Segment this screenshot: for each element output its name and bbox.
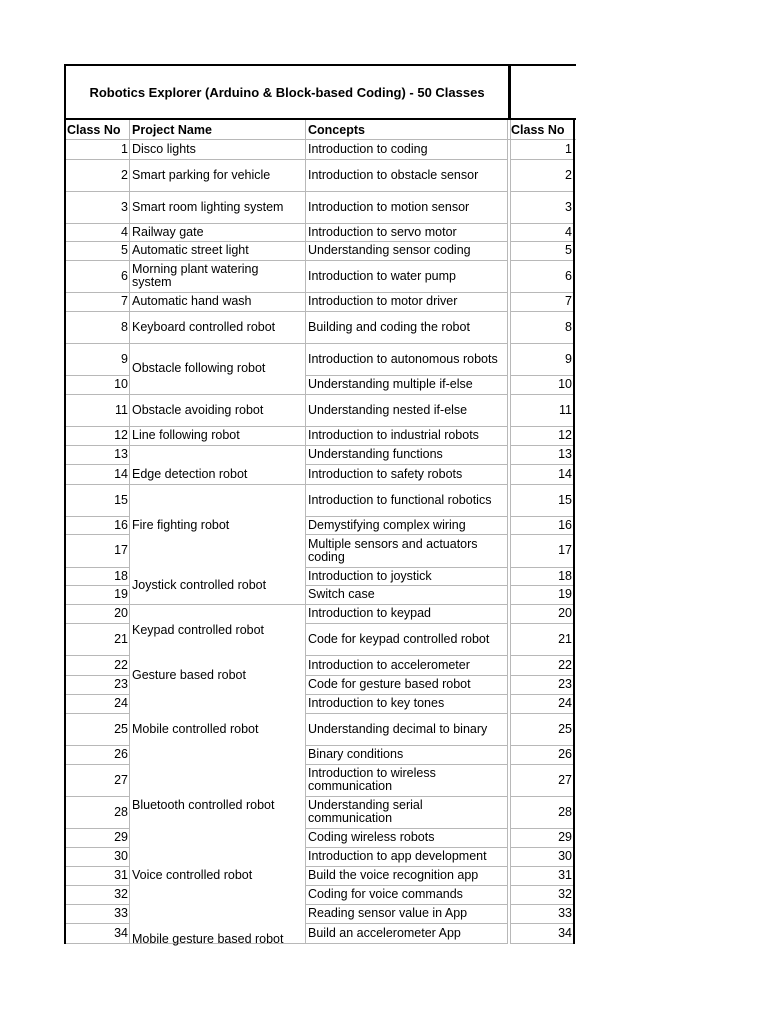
class-no-cell: 9 <box>121 352 128 366</box>
row-divider <box>66 159 129 160</box>
concept-cell: Code for keypad controlled robot <box>308 632 490 646</box>
row-divider <box>66 828 129 829</box>
row-divider <box>66 464 129 465</box>
merged-project-name-cell: Mobile gesture based robot <box>132 932 284 946</box>
row-divider <box>306 866 507 867</box>
project-name-cell: Smart parking for vehicle <box>132 168 271 182</box>
row-divider <box>306 292 507 293</box>
row-divider <box>306 445 507 446</box>
concept-cell: Binary conditions <box>308 747 404 761</box>
project-name-cell: Edge detection robot <box>132 467 248 481</box>
row-divider <box>511 191 573 192</box>
class-no-right-cell: 22 <box>558 658 572 672</box>
row-divider <box>306 311 507 312</box>
project-name-cell: Automatic street light <box>132 243 249 257</box>
class-no-right-cell: 3 <box>565 200 572 214</box>
row-divider <box>306 585 507 586</box>
row-divider <box>511 904 573 905</box>
class-no-cell: 24 <box>114 696 128 710</box>
project-name-cell: Mobile controlled robot <box>132 722 259 736</box>
row-divider <box>66 943 129 944</box>
row-divider <box>511 394 573 395</box>
col-border-2 <box>305 120 306 944</box>
row-divider <box>511 292 573 293</box>
row-divider <box>66 604 129 605</box>
class-no-right-cell: 32 <box>558 887 572 901</box>
concept-cell: Reading sensor value in App <box>308 906 468 920</box>
row-divider <box>66 745 129 746</box>
row-divider <box>130 445 305 446</box>
concept-cell: Switch case <box>308 587 375 601</box>
project-name-cell: Morning plant watering system <box>132 262 259 289</box>
row-divider <box>306 426 507 427</box>
row-divider <box>130 241 305 242</box>
project-name-cell: Smart room lighting system <box>132 200 284 214</box>
class-no-right-cell: 7 <box>565 294 572 308</box>
concept-cell: Introduction to motor driver <box>308 294 458 308</box>
concept-cell: Introduction to motion sensor <box>308 200 470 214</box>
row-divider <box>66 764 129 765</box>
page-title: Robotics Explorer (Arduino & Block-based Coding) - 50 Classes <box>89 84 485 100</box>
class-no-right-cell: 29 <box>558 830 572 844</box>
row-divider <box>511 585 573 586</box>
row-divider <box>66 713 129 714</box>
concept-cell: Introduction to app development <box>308 849 487 863</box>
row-divider <box>306 394 507 395</box>
concept-cell: Understanding nested if-else <box>308 403 468 417</box>
concept-cell: Introduction to coding <box>308 142 428 156</box>
row-divider <box>306 764 507 765</box>
project-name-cell: Line following robot <box>132 428 240 442</box>
class-no-cell: 33 <box>114 906 128 920</box>
row-divider <box>511 764 573 765</box>
class-no-cell: 21 <box>114 632 128 646</box>
merged-project-name-cell: Gesture based robot <box>132 668 246 682</box>
class-no-cell: 17 <box>114 543 128 557</box>
row-divider <box>66 292 129 293</box>
row-divider <box>511 923 573 924</box>
class-no-cell: 6 <box>121 269 128 283</box>
row-divider <box>306 713 507 714</box>
row-divider <box>66 904 129 905</box>
concept-cell: Multiple sensors and actuators coding <box>308 537 478 564</box>
header-project-name: Project Name <box>132 123 212 137</box>
header-underline <box>66 139 576 140</box>
row-divider <box>511 675 573 676</box>
merged-project-name-cell: Joystick controlled robot <box>132 578 267 592</box>
row-divider <box>66 191 129 192</box>
row-divider <box>306 534 507 535</box>
row-divider <box>66 585 129 586</box>
class-no-right-cell: 21 <box>558 632 572 646</box>
merged-project-name-cell: Obstacle following robot <box>132 361 266 375</box>
class-no-right-cell: 18 <box>558 569 572 583</box>
class-no-cell: 10 <box>114 377 128 391</box>
row-divider <box>306 943 507 944</box>
concept-cell: Introduction to joystick <box>308 569 432 583</box>
row-divider <box>511 655 573 656</box>
class-no-right-cell: 20 <box>558 606 572 620</box>
project-name-cell: Keyboard controlled robot <box>132 320 276 334</box>
row-divider <box>130 484 305 485</box>
title-frame-divider <box>508 64 511 120</box>
class-no-cell: 13 <box>114 447 128 461</box>
class-no-right-cell: 27 <box>558 773 572 787</box>
row-divider <box>130 159 305 160</box>
class-no-right-cell: 19 <box>558 587 572 601</box>
concept-cell: Build the voice recognition app <box>308 868 479 882</box>
class-no-cell: 31 <box>114 868 128 882</box>
concept-cell: Understanding functions <box>308 447 443 461</box>
concept-cell: Introduction to keypad <box>308 606 431 620</box>
merged-project-name-cell: Keypad controlled robot <box>132 623 265 637</box>
class-no-right-cell: 28 <box>558 805 572 819</box>
row-divider <box>511 694 573 695</box>
row-divider <box>511 534 573 535</box>
row-divider <box>306 885 507 886</box>
row-divider <box>306 847 507 848</box>
row-divider <box>306 464 507 465</box>
row-divider <box>306 567 507 568</box>
concept-cell: Introduction to wireless communication <box>308 766 436 793</box>
project-name-cell: Fire fighting robot <box>132 518 230 532</box>
project-name-cell: Voice controlled robot <box>132 868 253 882</box>
row-divider <box>511 623 573 624</box>
class-no-cell: 3 <box>121 200 128 214</box>
row-divider <box>66 445 129 446</box>
row-divider <box>306 343 507 344</box>
row-divider <box>511 943 573 944</box>
row-divider <box>511 885 573 886</box>
col-border-3b <box>510 120 511 944</box>
header-class-no-right: Class No <box>511 123 565 137</box>
row-divider <box>66 694 129 695</box>
row-divider <box>511 260 573 261</box>
class-no-cell: 29 <box>114 830 128 844</box>
class-no-cell: 5 <box>121 243 128 257</box>
row-divider <box>511 311 573 312</box>
class-no-right-cell: 13 <box>558 447 572 461</box>
row-divider <box>511 343 573 344</box>
row-divider <box>306 904 507 905</box>
row-divider <box>306 241 507 242</box>
class-no-right-cell: 16 <box>558 518 572 532</box>
class-no-right-cell: 15 <box>558 493 572 507</box>
row-divider <box>306 260 507 261</box>
concept-cell: Introduction to functional robotics <box>308 493 492 507</box>
class-no-cell: 20 <box>114 606 128 620</box>
class-no-right-cell: 14 <box>558 467 572 481</box>
row-divider <box>306 191 507 192</box>
class-no-cell: 15 <box>114 493 128 507</box>
class-no-cell: 27 <box>114 773 128 787</box>
row-divider <box>306 675 507 676</box>
concept-cell: Understanding multiple if-else <box>308 377 473 391</box>
header-concepts: Concepts <box>308 123 365 137</box>
class-no-cell: 32 <box>114 887 128 901</box>
class-no-cell: 2 <box>121 168 128 182</box>
row-divider <box>66 484 129 485</box>
concept-cell: Coding for voice commands <box>308 887 463 901</box>
class-no-right-cell: 12 <box>558 428 572 442</box>
row-divider <box>511 484 573 485</box>
row-divider <box>511 567 573 568</box>
row-divider <box>306 745 507 746</box>
row-divider <box>66 223 129 224</box>
concept-cell: Introduction to servo motor <box>308 225 457 239</box>
row-divider <box>130 394 305 395</box>
row-divider <box>130 223 305 224</box>
concept-cell: Demystifying complex wiring <box>308 518 466 532</box>
class-no-right-cell: 11 <box>559 403 572 417</box>
row-divider <box>66 260 129 261</box>
row-divider <box>66 534 129 535</box>
row-divider <box>511 866 573 867</box>
class-no-cell: 18 <box>114 569 128 583</box>
class-no-right-cell: 23 <box>558 677 572 691</box>
row-divider <box>66 426 129 427</box>
row-divider <box>511 464 573 465</box>
row-divider <box>511 445 573 446</box>
class-no-right-cell: 34 <box>558 926 572 940</box>
row-divider <box>511 796 573 797</box>
right-edge <box>573 120 575 944</box>
concept-cell: Understanding decimal to binary <box>308 722 488 736</box>
class-no-cell: 28 <box>114 805 128 819</box>
class-no-cell: 12 <box>114 428 128 442</box>
project-name-cell: Obstacle avoiding robot <box>132 403 264 417</box>
title-frame-bottom <box>64 118 576 120</box>
concept-cell: Introduction to obstacle sensor <box>308 168 479 182</box>
row-divider <box>66 394 129 395</box>
class-no-right-cell: 30 <box>558 849 572 863</box>
row-divider <box>511 745 573 746</box>
col-border-3 <box>507 120 508 944</box>
row-divider <box>66 241 129 242</box>
row-divider <box>306 375 507 376</box>
class-no-cell: 8 <box>121 320 128 334</box>
class-no-right-cell: 31 <box>558 868 572 882</box>
col-border-1 <box>129 120 130 944</box>
row-divider <box>130 292 305 293</box>
row-divider <box>130 604 305 605</box>
row-divider <box>66 885 129 886</box>
project-name-cell: Automatic hand wash <box>132 294 252 308</box>
concept-cell: Introduction to accelerometer <box>308 658 470 672</box>
row-divider <box>130 343 305 344</box>
row-divider <box>511 223 573 224</box>
concept-cell: Understanding serial communication <box>308 798 423 825</box>
row-divider <box>511 847 573 848</box>
row-divider <box>66 311 129 312</box>
row-divider <box>306 484 507 485</box>
class-no-cell: 11 <box>115 403 128 417</box>
class-no-right-cell: 4 <box>565 225 572 239</box>
concept-cell: Introduction to autonomous robots <box>308 352 498 366</box>
row-divider <box>66 655 129 656</box>
class-no-cell: 14 <box>114 467 128 481</box>
row-divider <box>66 516 129 517</box>
concept-cell: Introduction to water pump <box>308 269 456 283</box>
row-divider <box>130 426 305 427</box>
row-divider <box>306 159 507 160</box>
row-divider <box>66 675 129 676</box>
row-divider <box>511 604 573 605</box>
concept-cell: Introduction to safety robots <box>308 467 463 481</box>
row-divider <box>66 923 129 924</box>
class-no-right-cell: 8 <box>565 320 572 334</box>
class-no-right-cell: 5 <box>565 243 572 257</box>
class-no-cell: 26 <box>114 747 128 761</box>
row-divider <box>66 847 129 848</box>
row-divider <box>306 923 507 924</box>
row-divider <box>306 516 507 517</box>
concept-cell: Build an accelerometer App <box>308 926 461 940</box>
header-class-no: Class No <box>67 123 121 137</box>
row-divider <box>66 343 129 344</box>
class-no-right-cell: 1 <box>565 142 572 156</box>
concept-cell: Building and coding the robot <box>308 320 470 334</box>
concept-cell: Coding wireless robots <box>308 830 435 844</box>
concept-cell: Introduction to key tones <box>308 696 445 710</box>
row-divider <box>306 623 507 624</box>
class-no-cell: 7 <box>121 294 128 308</box>
project-name-cell: Railway gate <box>132 225 204 239</box>
row-divider <box>130 260 305 261</box>
class-no-right-cell: 24 <box>558 696 572 710</box>
class-no-cell: 22 <box>114 658 128 672</box>
row-divider <box>66 796 129 797</box>
class-no-cell: 4 <box>121 225 128 239</box>
class-no-right-cell: 6 <box>565 269 572 283</box>
class-no-right-cell: 9 <box>565 352 572 366</box>
row-divider <box>66 567 129 568</box>
class-no-cell: 16 <box>114 518 128 532</box>
row-divider <box>306 828 507 829</box>
row-divider <box>511 375 573 376</box>
row-divider <box>306 655 507 656</box>
project-name-cell: Disco lights <box>132 142 196 156</box>
row-divider <box>130 191 305 192</box>
row-divider <box>511 426 573 427</box>
class-no-right-cell: 26 <box>558 747 572 761</box>
row-divider <box>66 866 129 867</box>
class-no-right-cell: 25 <box>558 722 572 736</box>
class-no-cell: 23 <box>114 677 128 691</box>
class-no-right-cell: 17 <box>558 543 572 557</box>
row-divider <box>66 375 129 376</box>
row-divider <box>306 694 507 695</box>
class-no-cell: 34 <box>114 926 128 940</box>
class-no-cell: 25 <box>114 722 128 736</box>
class-no-cell: 19 <box>114 587 128 601</box>
concept-cell: Introduction to industrial robots <box>308 428 479 442</box>
row-divider <box>511 516 573 517</box>
class-no-cell: 30 <box>114 849 128 863</box>
row-divider <box>511 159 573 160</box>
row-divider <box>66 623 129 624</box>
row-divider <box>511 241 573 242</box>
class-no-right-cell: 33 <box>558 906 572 920</box>
row-divider <box>511 713 573 714</box>
merged-project-name-cell: Bluetooth controlled robot <box>132 798 275 812</box>
concept-cell: Understanding sensor coding <box>308 243 471 257</box>
row-divider <box>511 828 573 829</box>
concept-cell: Code for gesture based robot <box>308 677 471 691</box>
class-no-right-cell: 10 <box>558 377 572 391</box>
row-divider <box>306 223 507 224</box>
class-no-cell: 1 <box>121 142 128 156</box>
class-no-right-cell: 2 <box>565 168 572 182</box>
row-divider <box>306 604 507 605</box>
row-divider <box>130 311 305 312</box>
row-divider <box>306 796 507 797</box>
